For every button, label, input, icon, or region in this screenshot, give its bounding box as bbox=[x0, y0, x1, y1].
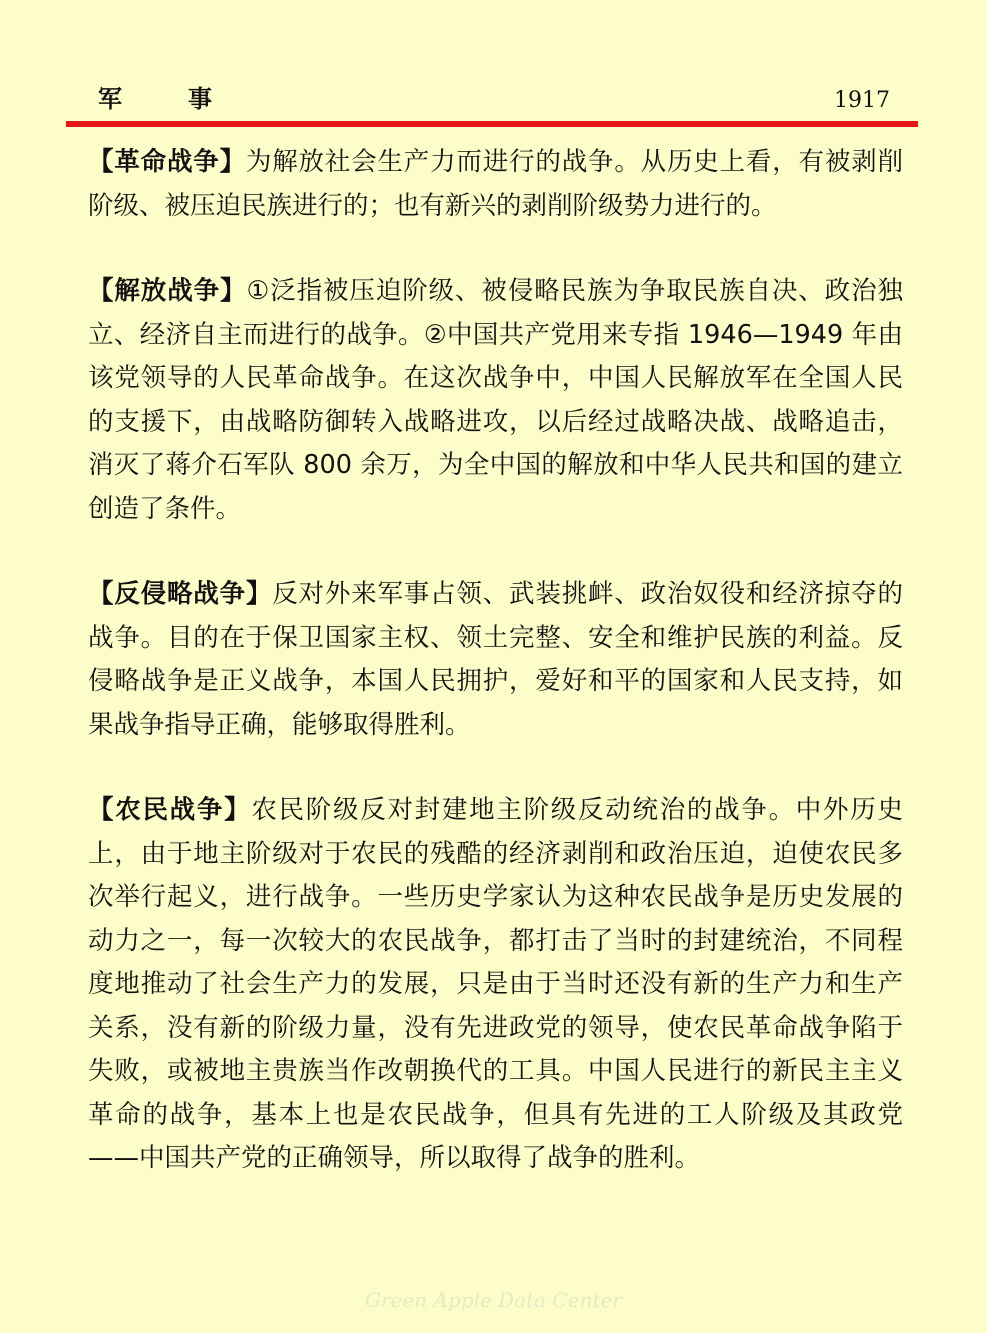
dictionary-entries bbox=[88, 141, 903, 1223]
header-rule bbox=[66, 121, 918, 127]
entry-definition: 农民阶级反对封建地主阶级反动统治的战争。中外历史上，由于地主阶级对于农民的残酷的经济剥削和政治压迫，迫使农民多次举行起义，进行战争。一些历史学家认为这种农民战争是历史发展的动力之一，每一次较大的农民战争，都打击了当时的封建统治，不同程度地推动了社会生产力的发展，只是由于当时还没有新的生产力和生产关系，没有新的阶级力量，没有先进政党的领导，使农民革命战争陷于失败，或被地主贵族当作改朝换代的工具。中国人民进行的新民主主义革命的战争，基本上也是农民战争，但具有先进的工人阶级及其政党——中国共产党的正确领导，所以取得了战争的胜利。 bbox=[88, 795, 903, 1173]
section-title: 军事 bbox=[98, 85, 278, 113]
entry-definition: ①泛指被压迫阶级、被侵略民族为争取民族自决、政治独立、经济自主而进行的战争。②中国共产党用来专指 1946—1949 年由该党领导的人民革命战争。在这次战争中，中国人民解放军在全国人民的支援下，由战略防御转入战略进攻，以后经过战略决战、战略追击，消灭了蒋介石军队 800 余万，为全中国的解放和中华人民共和国的建立创造了条件。 bbox=[88, 276, 903, 524]
watermark: Green Apple Data Center bbox=[365, 1288, 622, 1312]
page-header bbox=[68, 84, 918, 120]
page-number: 1917 bbox=[834, 88, 890, 113]
entry-term: 【反侵略战争】 bbox=[88, 579, 273, 609]
entry-peasant-war bbox=[88, 789, 903, 1181]
entry-anti-aggression-war bbox=[88, 573, 903, 747]
entry-term: 【解放战争】 bbox=[88, 276, 247, 306]
entry-definition: 为解放社会生产力而进行的战争。从历史上看，有被剥削阶级、被压迫民族进行的；也有新兴的剥削阶级势力进行的。 bbox=[88, 147, 903, 221]
entry-term: 【革命战争】 bbox=[88, 147, 246, 177]
entry-revolutionary-war bbox=[88, 141, 903, 228]
entry-term: 【农民战争】 bbox=[88, 795, 252, 825]
entry-definition: 反对外来军事占领、武装挑衅、政治奴役和经济掠夺的战争。目的在于保卫国家主权、领土完整、安全和维护民族的利益。反侵略战争是正义战争，本国人民拥护，爱好和平的国家和人民支持，如果战争指导正确，能够取得胜利。 bbox=[88, 579, 903, 740]
entry-liberation-war bbox=[88, 270, 903, 531]
